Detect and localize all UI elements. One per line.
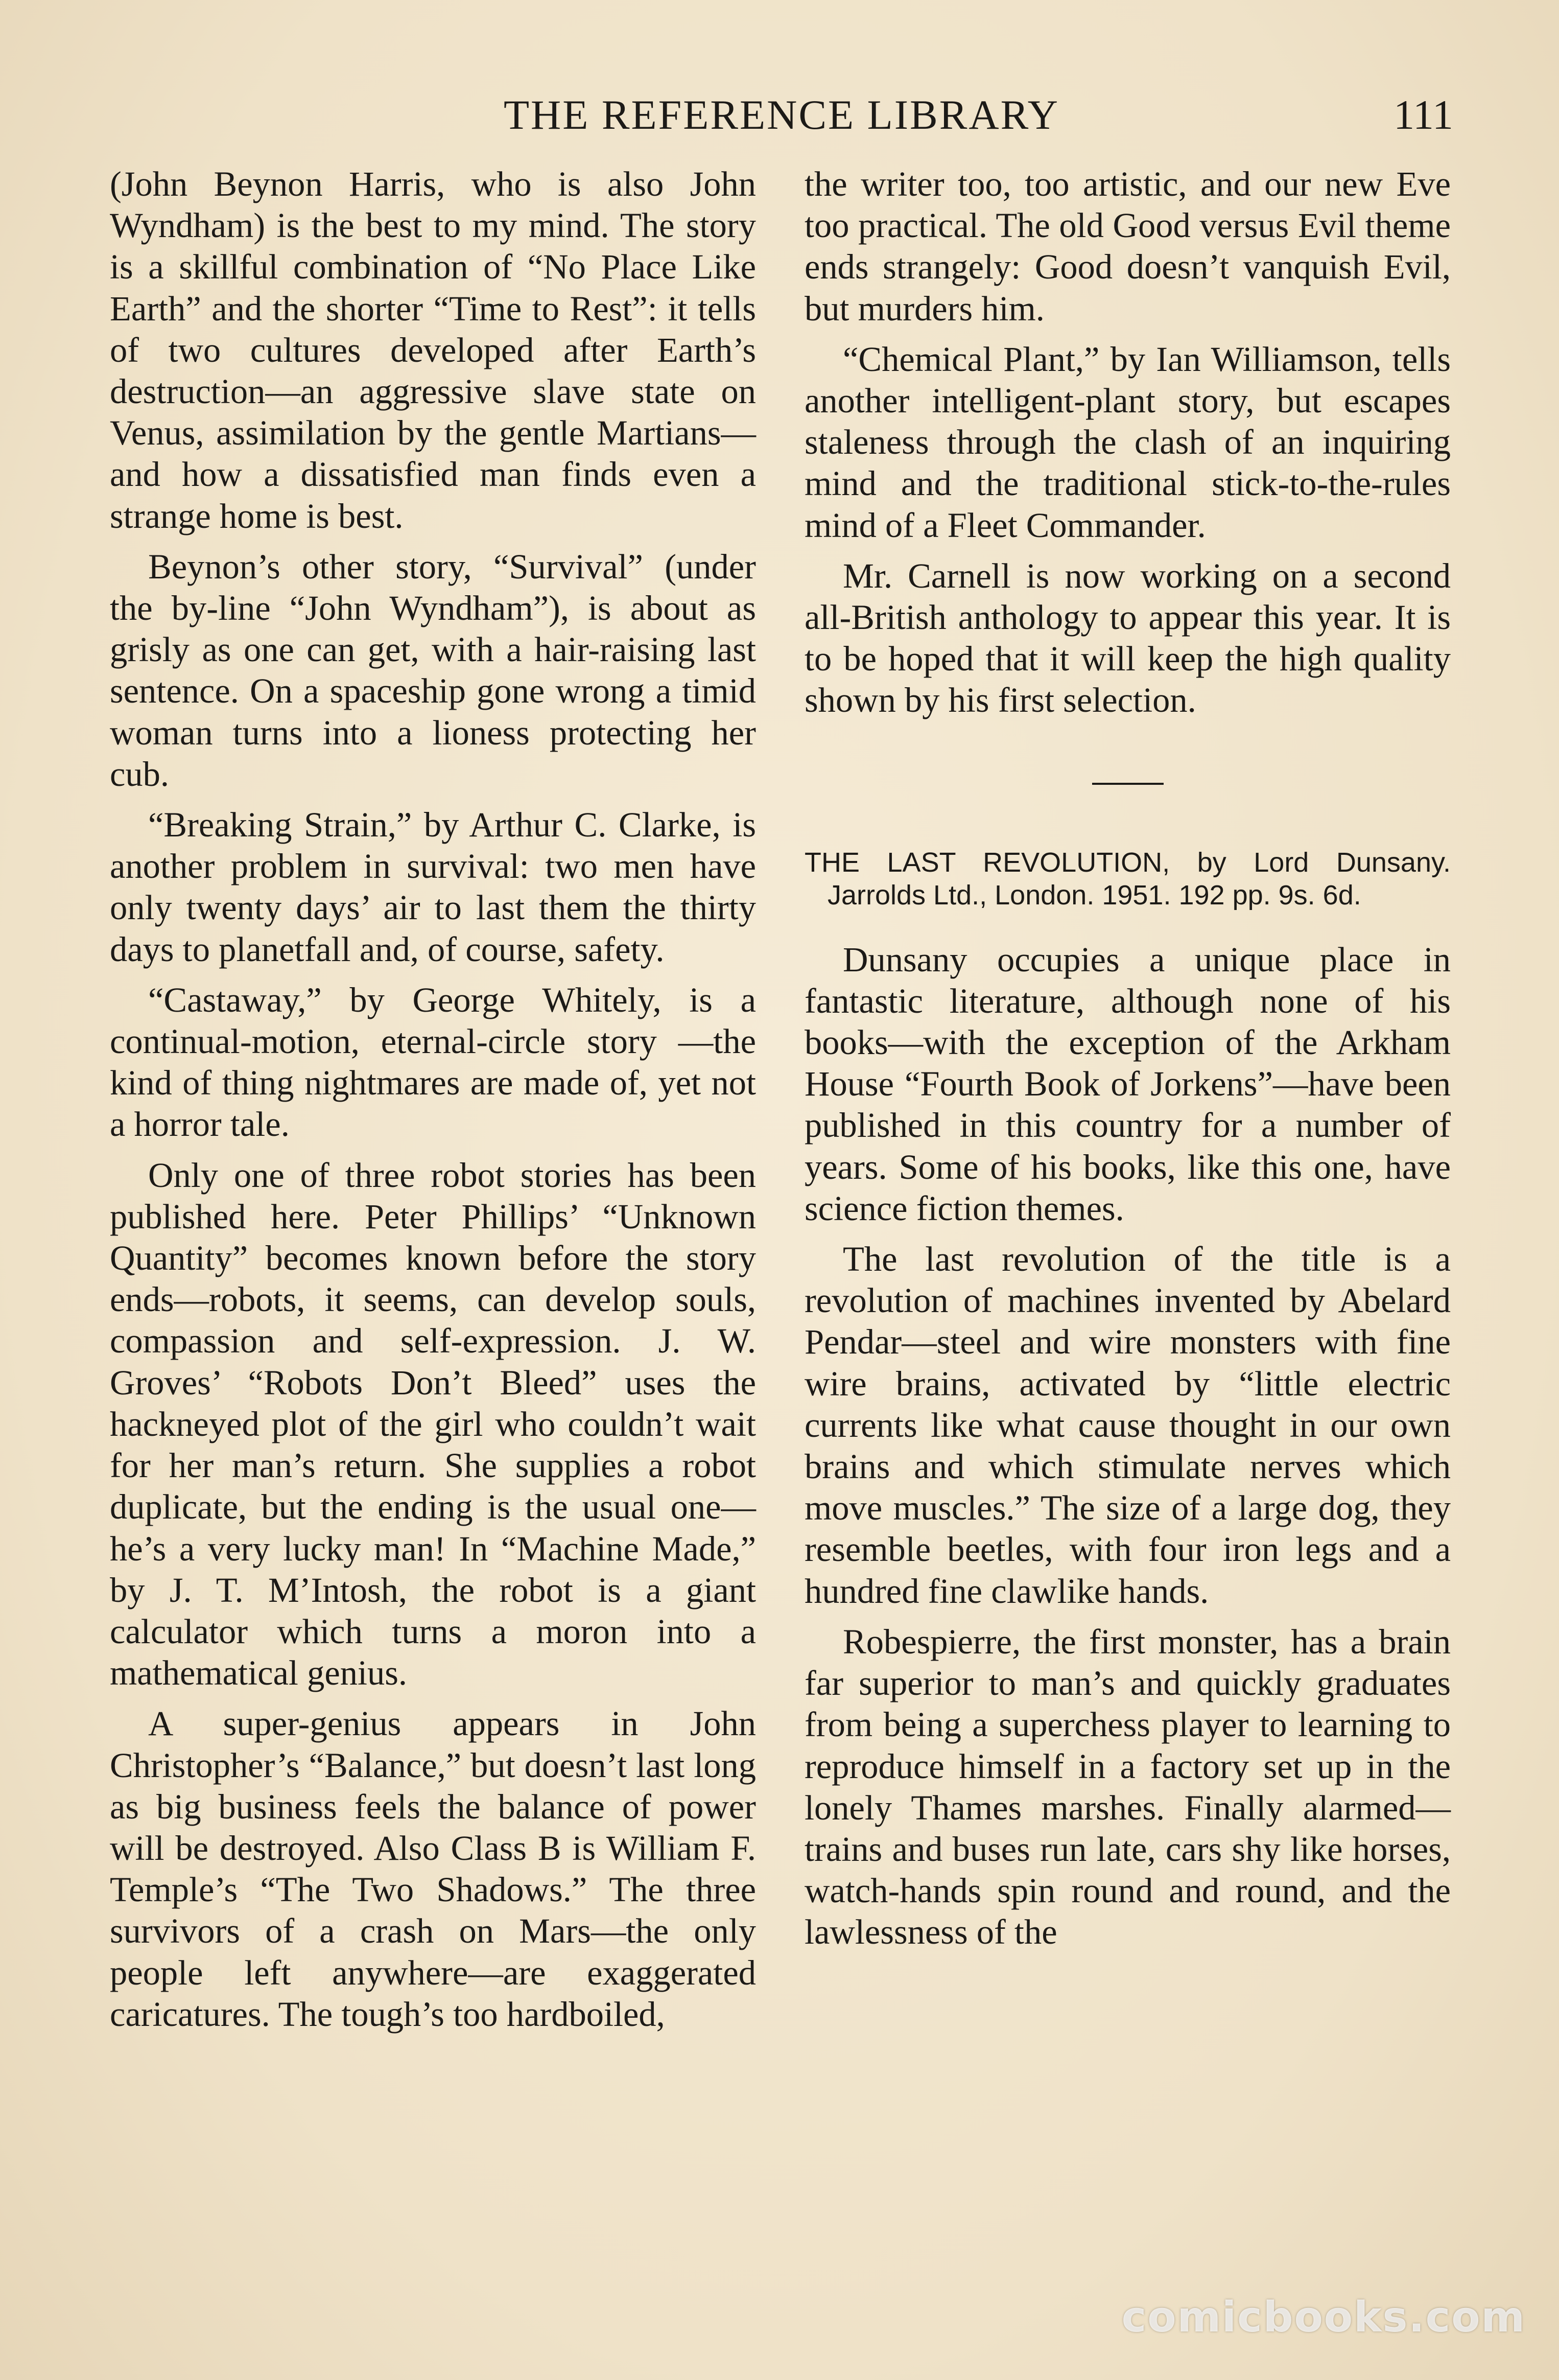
page-number: 111 xyxy=(1393,91,1453,138)
right-column xyxy=(805,164,1451,1953)
body-paragraph: (John Beynon Harris, who is also John Wyndham) is the best to my mind. The story is a skillful combination of “No Place Like Earth” and the shorter “Time to Rest”: it tells of two cultures developed after Earth’s destruction—an aggressive slave state on Venus, assimilation by the gentle Martians—and how a dissatisfied man finds even a strange home is best. xyxy=(110,165,756,535)
body-paragraph: Mr. Carnell is now working on a second all-British anthology to appear this year. It is to be hoped that it will keep the high quality shown by his first selection. xyxy=(805,556,1451,720)
body-paragraph: “Breaking Strain,” by Arthur C. Clarke, is another problem in survival: two men have only twenty days’ air to last them the thirty days to planetfall and, of course, safety. xyxy=(110,805,756,969)
body-paragraph: A super-genius appears in John Christopher’s “Balance,” but doesn’t last long as big business feels the balance of power will be destroyed. Also Class B is William F. Temple’s “The Two Shadows.” The three survivors of a crash on Mars—the only people left anywhere—are exaggerated caricatures. The tough’s too hardboiled, xyxy=(110,1704,756,2034)
body-paragraph: The last revolution of the title is a revolution of machines invented by Abelard Pendar—steel and wire monsters with fine wire brains, activated by “little electric currents like what cause thought in our own brains and which stimulate nerves which move muscles.” The size of a large dog, they resemble beetles, with four iron legs and a hundred fine clawlike hands. xyxy=(805,1240,1451,1611)
body-paragraph: Beynon’s other story, “Survival” (under the by-line “John Wyndham”), is about as grisly as one can get, with a hair-raising last sentence. On a spaceship gone wrong a timid woman turns into a lioness protecting her cub. xyxy=(110,547,756,794)
body-paragraph: Dunsany occupies a unique place in fantastic literature, although none of his books—with the exception of the Arkham House “Fourth Book of Jorkens”—have been published in this country for a number of years. Some of his books, like this one, have science fiction themes. xyxy=(805,940,1451,1228)
page-header xyxy=(110,87,1453,143)
left-column xyxy=(110,164,756,2035)
body-paragraph: Only one of three robot stories has been published here. Peter Phillips’ “Unknown Quantity” becomes known before the story ends—robots, it seems, can develop souls, compassion and self-expression. J. W. Groves’ “Robots Don’t Bleed” uses the hackneyed plot of the girl who couldn’t wait for her man’s return. She supplies a robot duplicate, but the ending is the usual one—he’s a very lucky man! In “Machine Made,” by J. T. M’Intosh, the robot is a giant calculator which turns a moron into a mathematical genius. xyxy=(110,1155,756,1693)
body-paragraph: the writer too, too artistic, and our new Eve too practical. The old Good versus Evil theme ends strangely: Good doesn’t vanquish Evil, but murders him. xyxy=(805,165,1451,328)
running-title: THE REFERENCE LIBRARY xyxy=(503,91,1060,138)
body-paragraph: “Chemical Plant,” by Ian Williamson, tells another intelligent-plant story, but escapes staleness through the clash of an inquiring mind and the traditional stick-to-the-rules mind of a Fleet Commander. xyxy=(805,339,1451,545)
watermark-logo: comicbooks.com xyxy=(1121,2293,1526,2342)
section-divider xyxy=(1092,783,1164,785)
body-paragraph: “Castaway,” by George Whitely, is a continual-motion, eternal-circle story —the kind of thing nightmares are made of, yet not a horror tale. xyxy=(110,980,756,1144)
review-heading: THE LAST REVOLUTION, by Lord Dunsany. Jarrolds Ltd., London. 1951. 192 pp. 9s. 6d. xyxy=(805,847,1451,911)
body-paragraph: Robespierre, the first monster, has a brain far superior to man’s and quickly graduates from being a superchess player to learning to reproduce himself in a factory set up in the lonely Thames marshes. Finally alarmed—trains and buses run late, cars shy like horses, watch-hands spin round and round, and the lawlessness of the xyxy=(805,1622,1451,1952)
